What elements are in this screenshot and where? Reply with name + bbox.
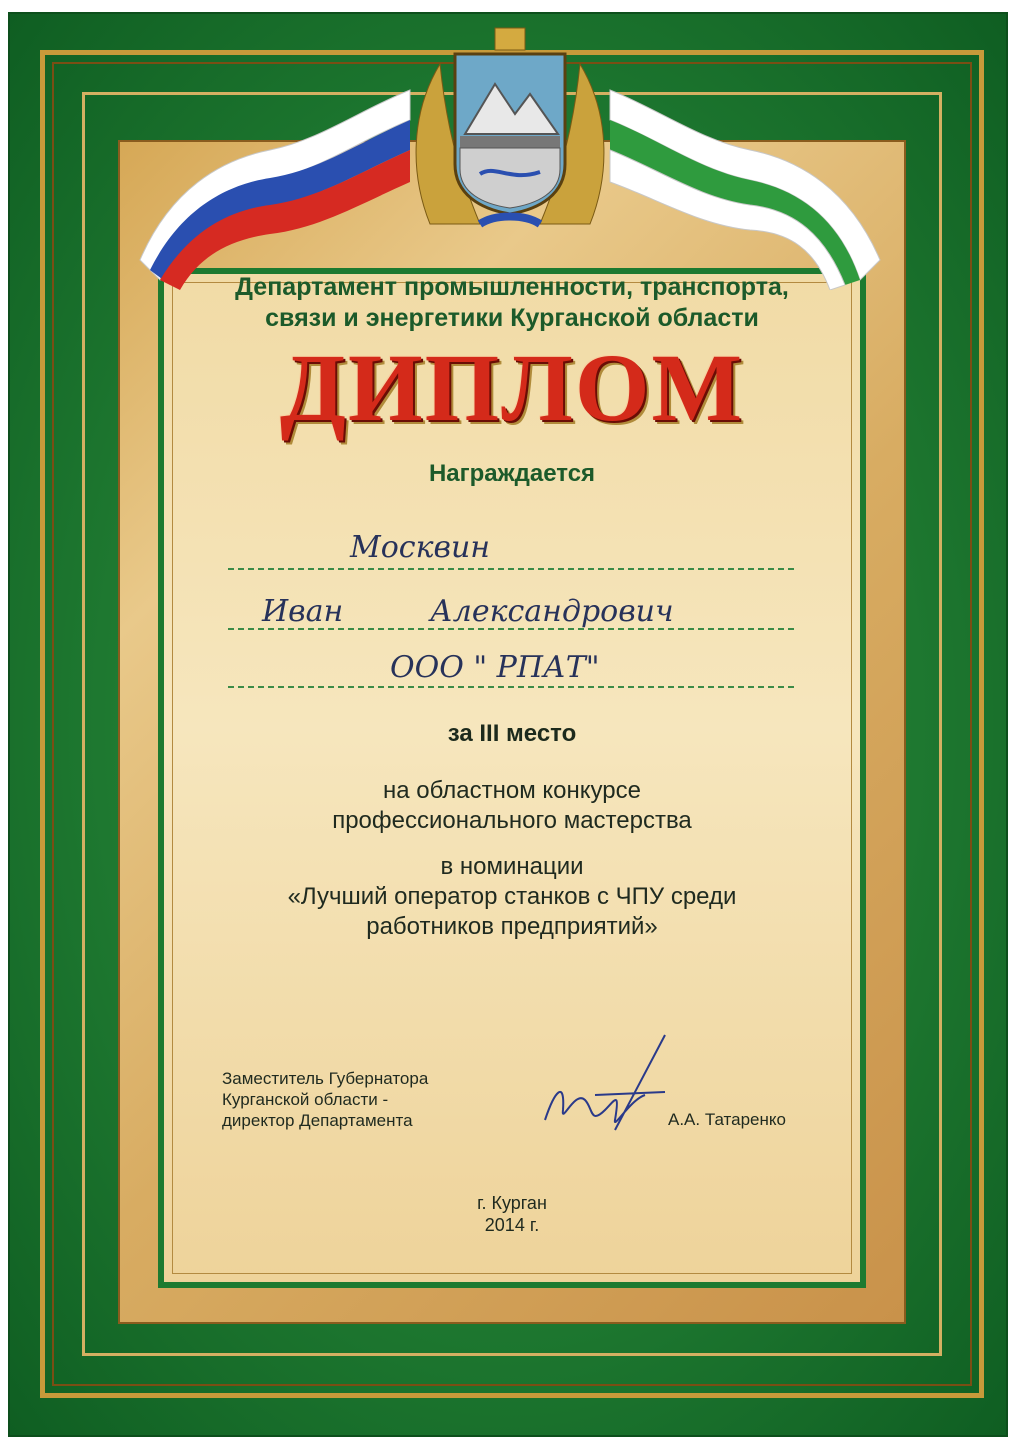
footer-year: 2014 г. [484,1215,540,1235]
regional-flag-ribbon-icon [600,70,890,290]
department-line-1: Департамент промышленности, транспорта, [235,273,789,301]
department-name [0,272,1024,334]
contest-line-1: на областном конкурсе [383,777,641,804]
handwritten-patronymic: Александрович [430,594,674,629]
russian-flag-ribbon-icon [130,70,420,290]
contest-text [0,776,1024,836]
kurgan-coat-of-arms-icon [400,24,620,244]
handwritten-surname: Москвин [350,530,491,565]
nomination-text [0,852,1024,942]
diploma-title: ДИПЛОМ [279,334,745,441]
place-text: за III место [447,720,577,747]
signatory-title [222,1068,428,1131]
contest-line-2: профессионального мастерства [332,807,692,834]
footer-city: г. Курган [477,1193,547,1213]
signatory-title-line-3: директор Департамента [222,1111,413,1130]
handwritten-first-name: Иван [262,594,344,629]
signatory-title-line-2: Курганской области - [222,1090,389,1109]
dashed-line-3 [228,686,794,688]
nomination-line-3: работников предприятий» [366,913,658,940]
department-line-2: связи и энергетики Курганской области [265,304,759,332]
dashed-line-2 [228,628,794,630]
handwritten-company: ООО " РПАТ" [390,650,600,685]
signatory-name: А.А. Татаренко [668,1110,786,1129]
nomination-line-1: в номинации [440,853,584,880]
footer-place-date [0,1192,1024,1236]
awarded-label: Награждается [428,460,596,487]
dashed-line-1 [228,568,794,570]
nomination-line-2: «Лучший оператор станков с ЧПУ среди [287,883,737,910]
handwritten-signature-icon [535,1030,675,1140]
signatory-title-line-1: Заместитель Губернатора [222,1069,429,1088]
